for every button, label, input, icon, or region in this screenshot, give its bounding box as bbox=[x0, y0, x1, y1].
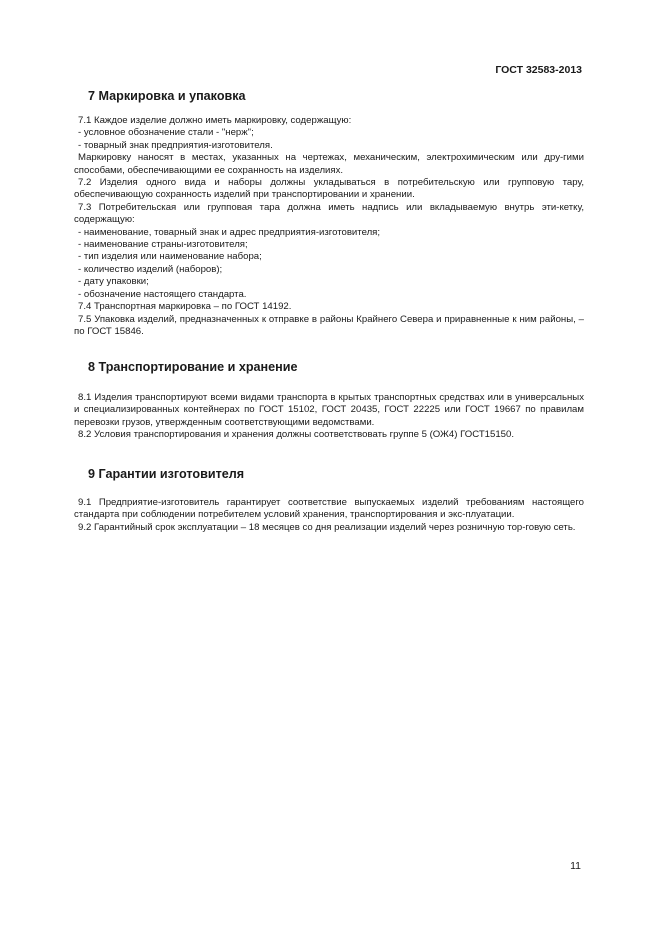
section-9 bbox=[74, 466, 584, 534]
paragraph-7-1: 7.1 Каждое изделие должно иметь маркировку, содержащую: bbox=[78, 115, 352, 126]
list-item: - дату упаковки; bbox=[78, 276, 149, 288]
list-item: - товарный знак предприятия-изготовителя. bbox=[78, 139, 273, 151]
section-title: 9 Гарантии изготовителя bbox=[88, 467, 245, 481]
paragraph-8-1: 8.1 Изделия транспортируют всеми видами транспорта в крытых транспортных средствах или в универсальных и специализированных контейнерах по ГОСТ 15102, ГОСТ 20435, ГОСТ 22225 или ГОСТ 19667 по правилам перевозки грузов, утвержденным соответствующими ведомствами. bbox=[74, 392, 584, 428]
list-item: - наименование страны-изготовителя; bbox=[78, 239, 248, 251]
list-item: - обозначение настоящего стандарта. bbox=[78, 288, 247, 300]
document-code: ГОСТ 32583-2013 bbox=[495, 64, 582, 76]
section-title: 7 Маркировка и упаковка bbox=[88, 89, 246, 103]
section-7 bbox=[74, 88, 584, 338]
list-item: - условное обозначение стали - "нерж"; bbox=[78, 127, 254, 139]
paragraph-7-5: 7.5 Упаковка изделий, предназначенных к отправке в районы Крайнего Севера и приравненные к ним районы, – по ГОСТ 15846. bbox=[74, 313, 584, 337]
paragraph-9-1: 9.1 Предприятие-изготовитель гарантирует соответствие выпускаемых изделий требованиям настоящего стандарта при соблюдении потребителем условий хранения, транспортирования и экс-плуатации. bbox=[74, 497, 584, 521]
paragraph-7-4: 7.4 Транспортная маркировка – по ГОСТ 14192. bbox=[78, 301, 292, 313]
paragraph-8-2: 8.2 Условия транспортирования и хранения должны соответствовать группе 5 (ОЖ4) ГОСТ15150. bbox=[78, 429, 515, 441]
paragraph-marking: Маркировку наносят в местах, указанных на чертежах, механическим, электрохимическим или дру-гими способами, обеспечивающими ее сохранность на изделиях. bbox=[74, 152, 584, 176]
section-8 bbox=[74, 359, 584, 442]
section-title: 8 Транспортирование и хранение bbox=[88, 360, 298, 374]
paragraph-7-3: 7.3 Потребительская или групповая тара должна иметь надпись или вкладываемую внутрь эти-кетку, содержащую: bbox=[74, 201, 584, 226]
page-number: 11 bbox=[570, 860, 581, 872]
paragraph-9-2: 9.2 Гарантийный срок эксплуатации – 18 месяцев со дня реализации изделий через розничную тор-говую сеть. bbox=[78, 521, 576, 533]
list-item: - количество изделий (наборов); bbox=[78, 263, 223, 275]
list-item: - наименование, товарный знак и адрес предприятия-изготовителя; bbox=[78, 226, 381, 238]
paragraph-7-2: 7.2 Изделия одного вида и наборы должны укладываться в потребительскую или групповую тару, обеспечивающую сохранность изделий при транспортировании и хранении. bbox=[74, 177, 584, 201]
list-item: - тип изделия или наименование набора; bbox=[78, 251, 262, 263]
